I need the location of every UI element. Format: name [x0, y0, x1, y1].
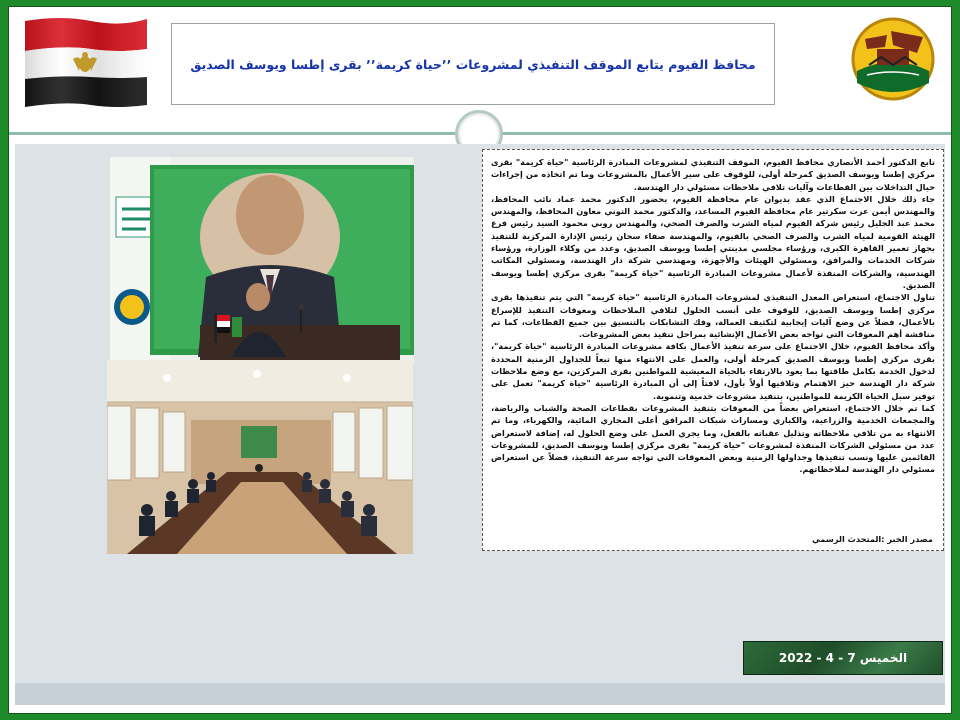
article-body	[491, 156, 935, 476]
publication-date: الخميس 7 - 4 - 2022	[778, 651, 908, 665]
newsletter-page	[8, 6, 952, 714]
article-paragraph: تابع الدكتور أحمد الأنصاري محافظ الفيوم، الموقف التنفيذي لمشروعات المبادرة الرئاسية "حياة كريمة" بقرى مركزي إطسا ويوسف الصديق كمرحلة أولى، للوقوف على سير الأعمال بالمشروعات وما تم اتخاذه من إجراءات حيال التداخلات بين القطاعات وآليات تلافي ملاحظات مسئولي دار الهندسة.	[491, 157, 935, 192]
photo-governor-meeting	[110, 157, 414, 363]
article-paragraph: جاء ذلك خلال الاجتماع الذي عقد بديوان عام محافظة الفيوم، بحضور الدكتور محمد عماد نائب المحافظ، والمهندس أيمن عزت سكرتير عام محافظة الفيوم المساعد، والدكتور محمد التوني معاون المحافظ، والمهندس محمد عبد الجليل رئيس شركة الفيوم لمياه الشرب والصرف الصحي، والمهندس روبي محمود السيد رئيس فرع الهيئة القومية لمياه الشرب والصرف الصحي بالفيوم، والمهندسة صفاء سحان رئيس الإدارة المركزية للتنفيذ بجهاز تعمير القاهرة الكبرى، ورؤساء مجلسي مدينتي إطسا ويوسف الصديق، وعدد من وكلاء الوزارة، ورؤساء شركات الخدمات والمرافق، ومسئولي الهيئات والأجهزة، ومهندسي شركة دار الهندسة، ومسئولي المكاتب الهندسية، والشركات المنفذة لأعمال مشروعات المبادرة الرئاسية "حياة كريمة" بقرى مركزي إطسا ويوسف الصديق.	[491, 193, 935, 290]
article-paragraph: وأكد محافظ الفيوم، خلال الاجتماع على سرعة تنفيذ الأعمال بكافة مشروعات المبادرة الرئاسية "حياة كريمة"، بقرى مركزي إطسا ويوسف الصديق كمرحلة أولى، والعمل على الانتهاء منها تبعاً للجداول الزمنية المحددة لدخول الخدمة بكامل طاقتها بما يعود بالارتقاء بالحياة المعيشية للمواطنين بقرى المركزين، مع وضع ملاحظات شركة دار الهندسة حيز الاهتمام وتلافيها أولاً بأول، لافتاً إلى أن المبادرة الرئاسية "حياة كريمة" تعمل على توفير سبل الحياة الكريمة للمواطنين، بتنفيذ مشروعات خدمية وتنموية.	[491, 341, 935, 401]
footer-strip	[15, 683, 945, 705]
news-source: مصدر الخبر :المتحدث الرسمي	[812, 534, 933, 544]
headline-title: محافظ الفيوم يتابع الموقف التنفيذي لمشروعات ٬٬حياة كريمة٬٬ بقرى إطسا ويوسف الصديق	[190, 56, 756, 72]
article-paragraph: تناول الاجتماع، استعراض المعدل التنفيذي لمشروعات المبادرة الرئاسية "حياة كريمة" التي يتم تنفيذها بقرى مركزي إطسا ويوسف الصديق، للوقوف على أنسب الحلول لتلافي الملاحظات ومعوقات التنفيذ للإسراع بالأعمال، فضلاً عن وضع آليات إيجابية لتكثيف العمالة، وفك التشابكات بالتنسيق بين جميع القطاعات، كما تم مناقشة أهم المعوقات التي تواجه بعض الأعمال الإنشائية بمراحل تنفيذ بعض المشروعات.	[491, 292, 935, 340]
headline-box	[171, 23, 775, 105]
fayoum-governorate-logo	[847, 13, 939, 105]
date-plate	[743, 641, 943, 675]
photo-meeting-room	[107, 360, 413, 554]
article-text-box	[482, 149, 944, 551]
article-paragraph: كما تم خلال الاجتماع، استعراض بعضاً من المعوقات بتنفيذ المشروعات بقطاعات الصحة والشباب والرياضة، والمجمعات الخدمية والزراعية، والكباري ومسارات شبكات المرافق أعلى المجاري المائية، والكهرباء، وما تم الانتهاء به من تلافي ملاحظاته وتذليل عقباته بالفعل، وما يجري العمل على وضع الحلول له، إضافة لاستعراض عدد من مسئولي الشركات المنفذة لمشروعات "حياة كريمة" بقرى مركزي إطسا ويوسف الصديق، للمشروعات القائمين عليها ونسب تنفيذها وجداولها الزمنية وبعض المعوقات التي تواجه سرعة التنفيذ، فضلاً عن استعراض مسئولي دار الهندسة لملاحظاتهم.	[491, 402, 935, 475]
egypt-flag-icon	[21, 13, 151, 109]
